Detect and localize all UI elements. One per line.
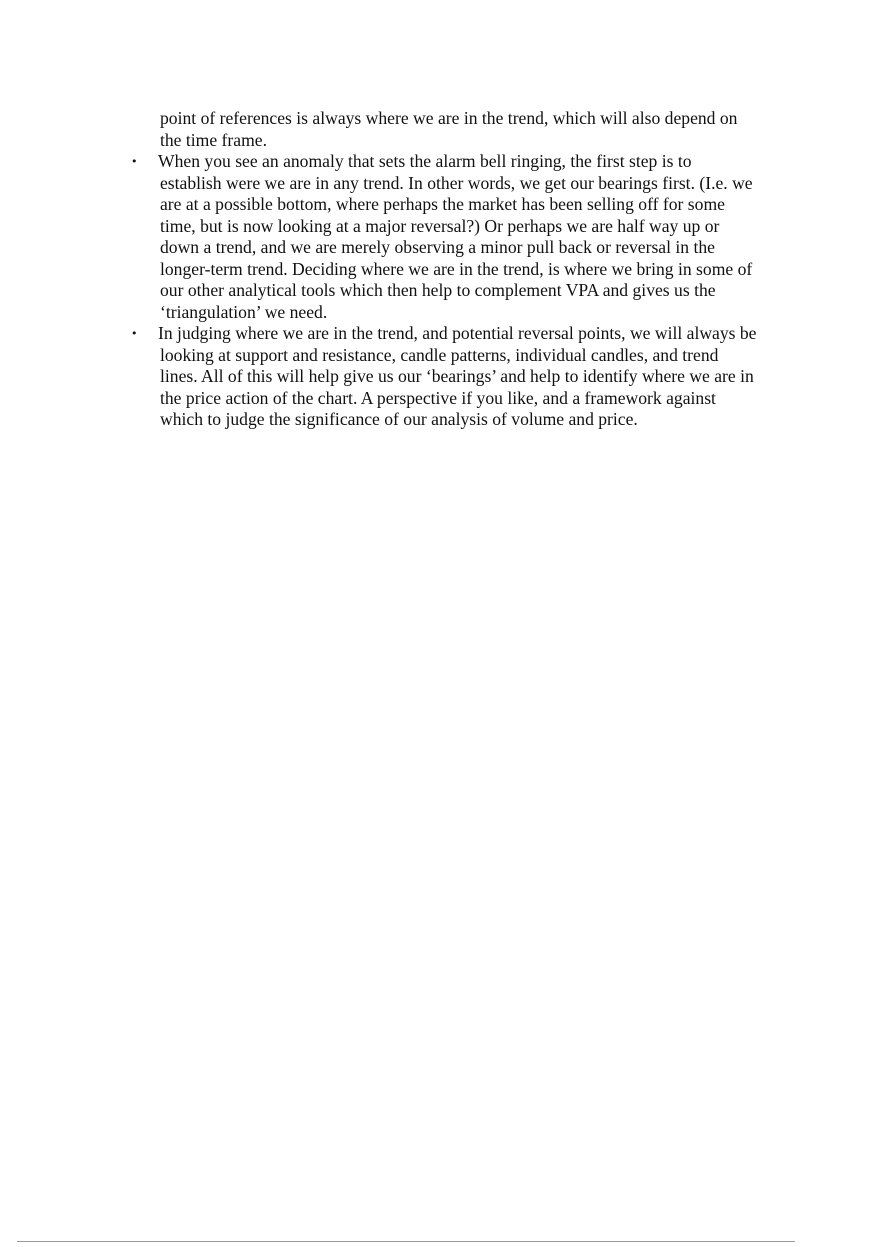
- bullet-line: establish were we are in any trend. In other words, we get our bearings first. (I.e. we: [160, 172, 753, 193]
- bullet-line: ‘triangulation’ we need.: [160, 301, 328, 322]
- bullet-line: looking at support and resistance, candle patterns, individual candles, and trend: [160, 344, 719, 365]
- bullet-line: down a trend, and we are merely observing a minor pull back or reversal in the: [160, 237, 715, 257]
- bullet-line: which to judge the significance of our analysis of volume and price.: [160, 409, 638, 429]
- bullet-line: our other analytical tools which then help to complement VPA and gives us the: [160, 280, 716, 300]
- bullet-line: the price action of the chart. A perspective if you like, and a framework against: [160, 387, 716, 408]
- bullet-line: lines. All of this will help give us our ‘bearings’ and help to identify where we are in: [160, 366, 754, 386]
- bullet-line: longer-term trend. Deciding where we are in the trend, is where we bring in some of: [160, 258, 753, 279]
- bullet-marker: •: [131, 155, 138, 168]
- bullet-line: time, but is now looking at a major reversal?) Or perhaps we are half way up or: [160, 215, 720, 236]
- bullet-line: are at a possible bottom, where perhaps the market has been selling off for some: [160, 194, 725, 214]
- footer-divider: [17, 1241, 795, 1242]
- bullet-line: When you see an anomaly that sets the alarm bell ringing, the first step is to: [158, 151, 692, 171]
- bullet-line: In judging where we are in the trend, and potential reversal points, we will always be: [158, 323, 757, 343]
- bullet-marker: •: [131, 327, 138, 340]
- paragraph-line: point of references is always where we are in the trend, which will also depend on: [160, 108, 738, 128]
- paragraph-line: the time frame.: [160, 129, 267, 150]
